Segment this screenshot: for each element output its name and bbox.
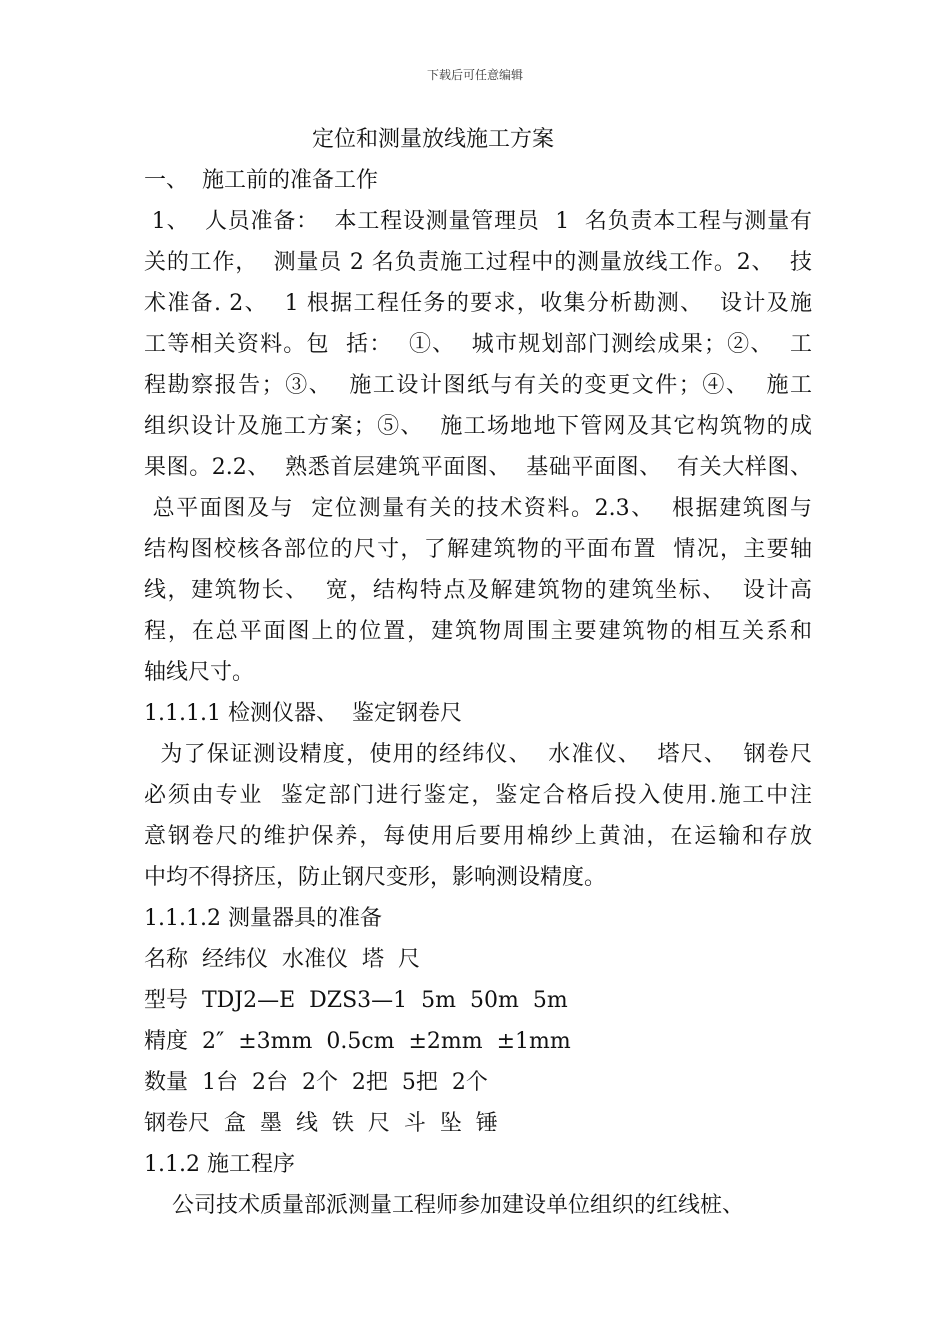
subsection-heading: 1.1.2 施工程序 bbox=[144, 1152, 295, 1177]
body-line: 为了保证测设精度，使用的经纬仪、 水准仪、 塔尺、 钢卷尺 bbox=[144, 742, 812, 767]
equipment-extra-row: 钢卷尺 盒 墨 线 铁 尺 斗 坠 锤 bbox=[144, 1111, 498, 1136]
body-line: 程勘察报告；③、 施工设计图纸与有关的变更文件；④、 施工 bbox=[144, 373, 812, 398]
subsection-heading: 1.1.1.2 测量器具的准备 bbox=[144, 906, 382, 931]
section-heading: 一、 施工前的准备工作 bbox=[144, 168, 378, 193]
subsection-heading: 1.1.1.1 检测仪器、 鉴定钢卷尺 bbox=[144, 701, 462, 726]
body-line: 术准备. 2、 1 根据工程任务的要求，收集分析勘测、 设计及施 bbox=[144, 291, 812, 316]
equipment-precision-row: 精度 2″ ±3mm 0.5cm ±2mm ±1mm bbox=[144, 1029, 571, 1054]
body-line: 组织设计及施工方案；⑤、 施工场地地下管网及其它构筑物的成 bbox=[144, 414, 812, 439]
body-line: 轴线尺寸。 bbox=[144, 660, 255, 685]
document-body bbox=[144, 160, 812, 1226]
body-line: 1、 人员准备： 本工程设测量管理员 1 名负责本工程与测量有 bbox=[144, 209, 812, 234]
body-line: 公司技术质量部派测量工程师参加建设单位组织的红线桩、 bbox=[144, 1193, 744, 1218]
body-line: 果图。2.2、 熟悉首层建筑平面图、 基础平面图、 有关大样图、 bbox=[144, 455, 812, 480]
body-line: 意钢卷尺的维护保养，每使用后要用棉纱上黄油，在运输和存放 bbox=[144, 824, 812, 849]
equipment-quantity-row: 数量 1台 2台 2个 2把 5把 2个 bbox=[144, 1070, 488, 1095]
body-line: 总平面图及与 定位测量有关的技术资料。2.3、 根据建筑图与 bbox=[144, 496, 812, 521]
document-title: 定位和测量放线施工方案 bbox=[311, 127, 554, 152]
body-line: 程，在总平面图上的位置，建筑物周围主要建筑物的相互关系和 bbox=[144, 619, 812, 644]
body-line: 关的工作， 测量员 2 名负责施工过程中的测量放线工作。2、 技 bbox=[144, 250, 812, 275]
body-line: 线，建筑物长、 宽，结构特点及解建筑物的建筑坐标、 设计高 bbox=[144, 578, 812, 603]
equipment-models-row: 型号 TDJ2—E DZS3—1 5m 50m 5m bbox=[144, 988, 568, 1013]
body-line: 中均不得挤压，防止钢尺变形，影响测设精度。 bbox=[144, 865, 607, 890]
body-line: 必须由专业 鉴定部门进行鉴定，鉴定合格后投入使用.施工中注 bbox=[144, 783, 812, 808]
body-line: 工等相关资料。包 括： ①、 城市规划部门测绘成果；②、 工 bbox=[144, 332, 812, 357]
equipment-names-row: 名称 经纬仪 水准仪 塔 尺 bbox=[144, 947, 420, 972]
header-note: 下载后可任意编辑 bbox=[426, 68, 523, 82]
body-line: 结构图校核各部位的尺寸，了解建筑物的平面布置 情况，主要轴 bbox=[144, 537, 812, 562]
